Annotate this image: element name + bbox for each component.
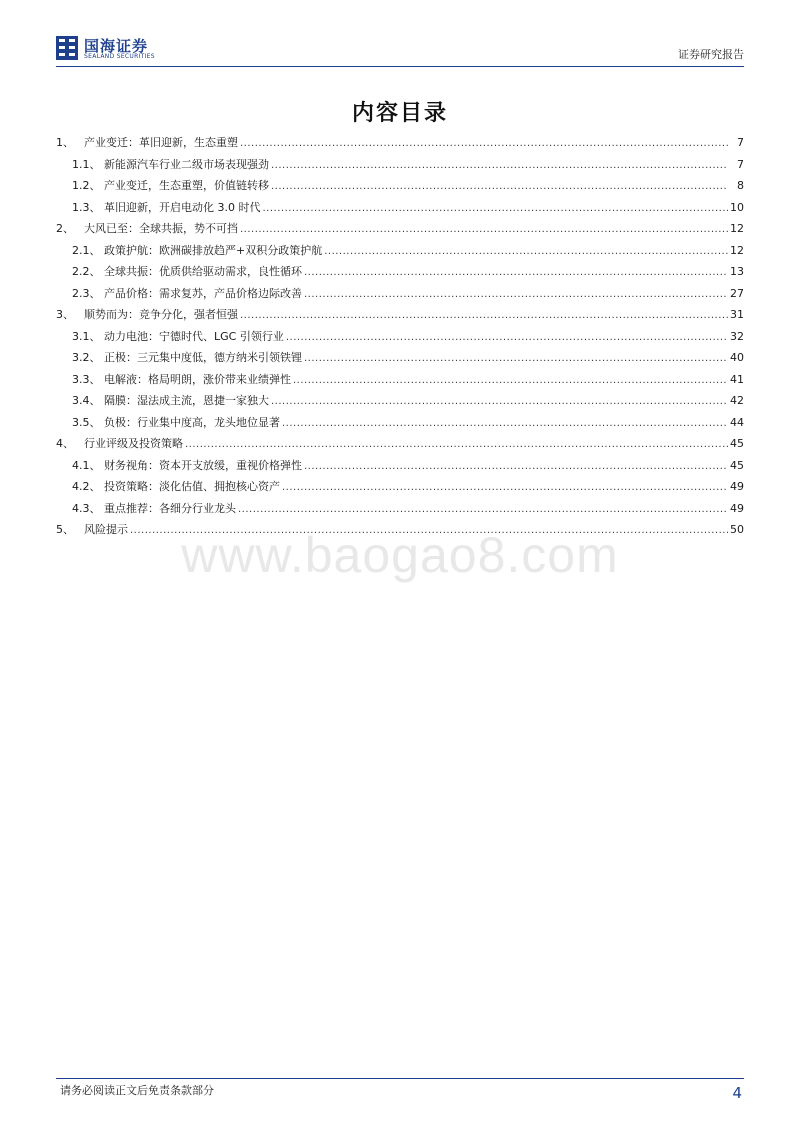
toc-entry-page: 12 (730, 222, 744, 235)
toc-dot-leader (282, 477, 728, 499)
toc-entry-page: 7 (737, 136, 744, 149)
toc-entry-title: 风险提示 (84, 523, 128, 536)
toc-entry-number: 3.3、 (72, 372, 101, 386)
toc-entry-number: 2.2、 (72, 265, 101, 278)
toc-entry[interactable] (56, 476, 744, 498)
watermark: www.baogao8.com (181, 527, 619, 583)
toc-entry[interactable] (56, 283, 744, 305)
toc-dot-leader (240, 305, 728, 327)
toc-dot-leader (304, 284, 728, 306)
page-number: 4 (732, 1084, 742, 1102)
toc-entry-number: 3.4、 (72, 394, 101, 407)
toc-entry-page: 41 (730, 372, 744, 386)
toc-entry-title: 顺势而为：竞争分化，强者恒强 (84, 308, 238, 321)
toc-dot-leader (238, 499, 728, 521)
toc-entry-title: 革旧迎新，开启电动化 3.0 时代 (104, 200, 261, 214)
brand-name-cn: 国海证券 (84, 37, 149, 55)
toc-entry-title: 新能源汽车行业二级市场表现强劲 (104, 157, 269, 171)
toc-entry-number: 1.1、 (72, 157, 101, 171)
toc-entry-page: 27 (730, 286, 744, 300)
toc-entry-title: 财务视角：资本开支放缓，重视价格弹性 (104, 458, 302, 472)
toc-entry-title: 产业变迁：革旧迎新，生态重塑 (84, 136, 238, 149)
toc-entry-title: 产品价格：需求复苏，产品价格边际改善 (104, 286, 302, 300)
toc-entry-title: 政策护航：欧洲碳排放趋严+双积分政策护航 (104, 243, 323, 257)
toc-entry[interactable] (56, 455, 744, 477)
toc-entry[interactable] (56, 132, 744, 154)
toc-entry-number: 1.2、 (72, 179, 101, 192)
toc-entry[interactable] (56, 261, 744, 283)
toc-entry-page: 7 (737, 157, 744, 171)
toc-entry-number: 3.5、 (72, 415, 101, 429)
toc-entry-page: 42 (730, 394, 744, 407)
toc-entry-title: 行业评级及投资策略 (84, 437, 183, 450)
toc-entry-page: 49 (730, 480, 744, 493)
header-divider (56, 66, 744, 67)
toc-entry-number: 3.1、 (72, 329, 101, 343)
toc-entry-number: 4.3、 (72, 501, 101, 515)
toc-entry[interactable] (56, 154, 744, 176)
toc-entry-title: 重点推荐：各细分行业龙头 (104, 501, 236, 515)
toc-entry[interactable] (56, 347, 744, 369)
toc-dot-leader (293, 370, 728, 392)
toc-entry-number: 4.1、 (72, 458, 101, 472)
toc-dot-leader (185, 434, 728, 456)
toc-dot-leader (304, 348, 728, 370)
toc-entry[interactable] (56, 197, 744, 219)
toc-entry-title: 投资策略：淡化估值、拥抱核心资产 (104, 480, 280, 493)
toc-entry-page: 8 (737, 179, 744, 192)
report-type-label: 证券研究报告 (678, 48, 744, 61)
toc-entry[interactable] (56, 433, 744, 455)
toc-entry-page: 32 (730, 329, 744, 343)
toc-entry[interactable] (56, 326, 744, 348)
toc-entry-page: 13 (730, 265, 744, 278)
toc-entry-page: 40 (730, 351, 744, 364)
toc-entry-page: 44 (730, 415, 744, 429)
toc-entry-title: 正极：三元集中度低，德方纳米引领铁锂 (104, 351, 302, 364)
toc-dot-leader (271, 391, 728, 413)
toc-entry-number: 4、 (56, 437, 74, 450)
toc-entry[interactable] (56, 304, 744, 326)
toc-entry-number: 5、 (56, 523, 74, 536)
brand-name-en: SEALAND SECURITIES (84, 53, 155, 60)
toc-entry-title: 大风已至：全球共振，势不可挡 (84, 222, 238, 235)
toc-entry-page: 10 (730, 200, 744, 214)
toc-dot-leader (240, 219, 728, 241)
toc-entry[interactable] (56, 369, 744, 391)
toc-entry-number: 2.1、 (72, 243, 101, 257)
toc-dot-leader (282, 413, 728, 435)
toc-entry-number: 3、 (56, 308, 74, 321)
toc-dot-leader (240, 133, 728, 155)
toc-entry-page: 50 (730, 523, 744, 536)
page-title: 内容目录 (351, 101, 448, 126)
toc-entry[interactable] (56, 412, 744, 434)
toc-entry-title: 负极：行业集中度高，龙头地位显著 (104, 415, 280, 429)
toc-entry[interactable] (56, 175, 744, 197)
toc-dot-leader (286, 327, 728, 349)
toc-dot-leader (263, 198, 729, 220)
table-of-contents (56, 132, 744, 541)
toc-entry[interactable] (56, 240, 744, 262)
toc-entry-title: 全球共振：优质供给驱动需求，良性循环 (104, 265, 302, 278)
toc-entry-page: 45 (730, 458, 744, 472)
page-header (56, 34, 744, 66)
toc-entry-title: 电解液：格局明朗，涨价带来业绩弹性 (104, 372, 291, 386)
toc-entry-title: 动力电池：宁德时代、LGC 引领行业 (104, 329, 284, 343)
toc-dot-leader (324, 241, 728, 263)
toc-entry[interactable] (56, 498, 744, 520)
toc-entry-number: 1.3、 (72, 200, 101, 214)
toc-dot-leader (304, 456, 728, 478)
toc-entry-number: 2.3、 (72, 286, 101, 300)
toc-dot-leader (271, 176, 728, 198)
toc-entry-number: 4.2、 (72, 480, 101, 493)
toc-dot-leader (271, 155, 728, 177)
toc-entry[interactable] (56, 218, 744, 240)
sealand-logo-icon (56, 36, 78, 60)
toc-entry-page: 12 (730, 243, 744, 257)
toc-entry-number: 2、 (56, 222, 74, 235)
toc-entry-page: 45 (730, 437, 744, 450)
toc-entry-page: 31 (730, 308, 744, 321)
footer-disclaimer: 请务必阅读正文后免责条款部分 (60, 1084, 214, 1097)
toc-entry-number: 1、 (56, 136, 74, 149)
toc-dot-leader (304, 262, 728, 284)
toc-entry-title: 产业变迁，生态重塑，价值链转移 (104, 179, 269, 192)
toc-entry[interactable] (56, 390, 744, 412)
toc-entry-page: 49 (730, 501, 744, 515)
toc-entry-title: 隔膜：湿法成主流，恩捷一家独大 (104, 394, 269, 407)
toc-entry-number: 3.2、 (72, 351, 101, 364)
footer-divider (56, 1078, 744, 1079)
